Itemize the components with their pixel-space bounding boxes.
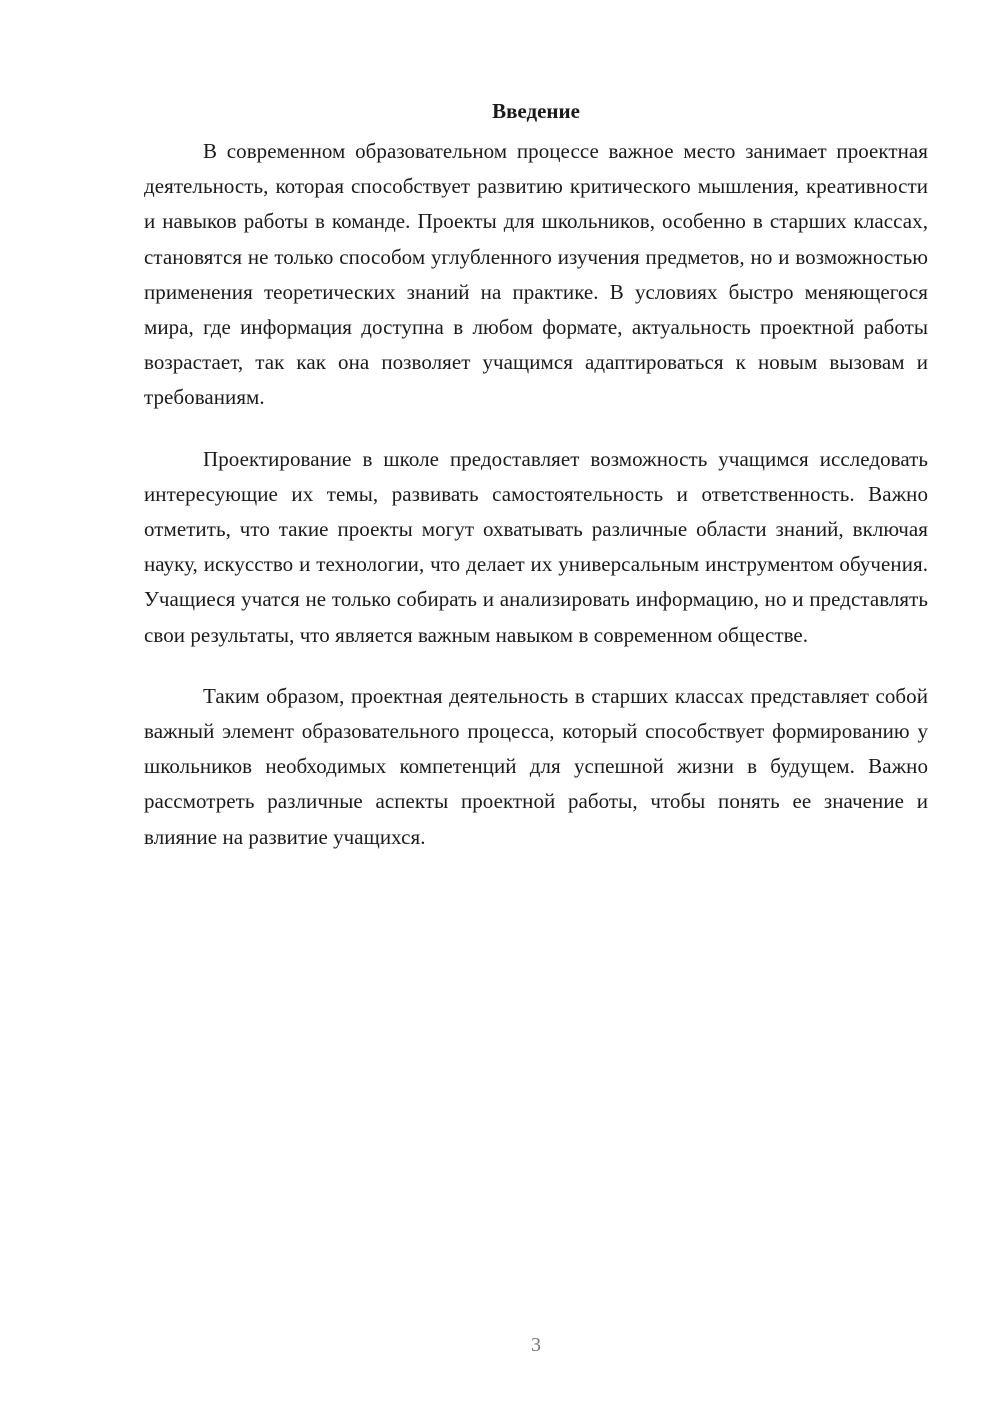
page-number: 3 <box>531 1334 541 1356</box>
page-content <box>144 96 928 881</box>
paragraph-1: В современном образовательном процессе важное место занимает проектная деятельность, которая способствует развитию критического мышления, креативности и навыков работы в команде. Проекты для школьников, особенно в старших классах, становятся не только способом углубленного изучения предметов, но и возможностью применения теоретических знаний на практике. В условиях быстро меняющегося мира, где информация доступна в любом формате, актуальность проектной работы возрастает, так как она позволяет учащимся адаптироваться к новым вызовам и требованиям. <box>144 139 928 410</box>
section-heading: Введение <box>492 99 580 123</box>
paragraph-3: Таким образом, проектная деятельность в старших классах представляет собой важный элемент образовательного процесса, который способствует формированию у школьников необходимых компетенций для успешной жизни в будущем. Важно рассмотреть различные аспекты проектной работы, чтобы понять ее значение и влияние на развитие учащихся. <box>144 683 928 849</box>
paragraph-2: Проектирование в школе предоставляет возможность учащимся исследовать интересующие их темы, развивать самостоятельность и ответственность. Важно отметить, что такие проекты могут охватывать различные области знаний, включая науку, искусство и технологии, что делает их универсальным инструментом обучения. Учащиеся учатся не только собирать и анализировать информацию, но и представлять свои результаты, что является важным навыком в современном обществе. <box>144 446 928 647</box>
